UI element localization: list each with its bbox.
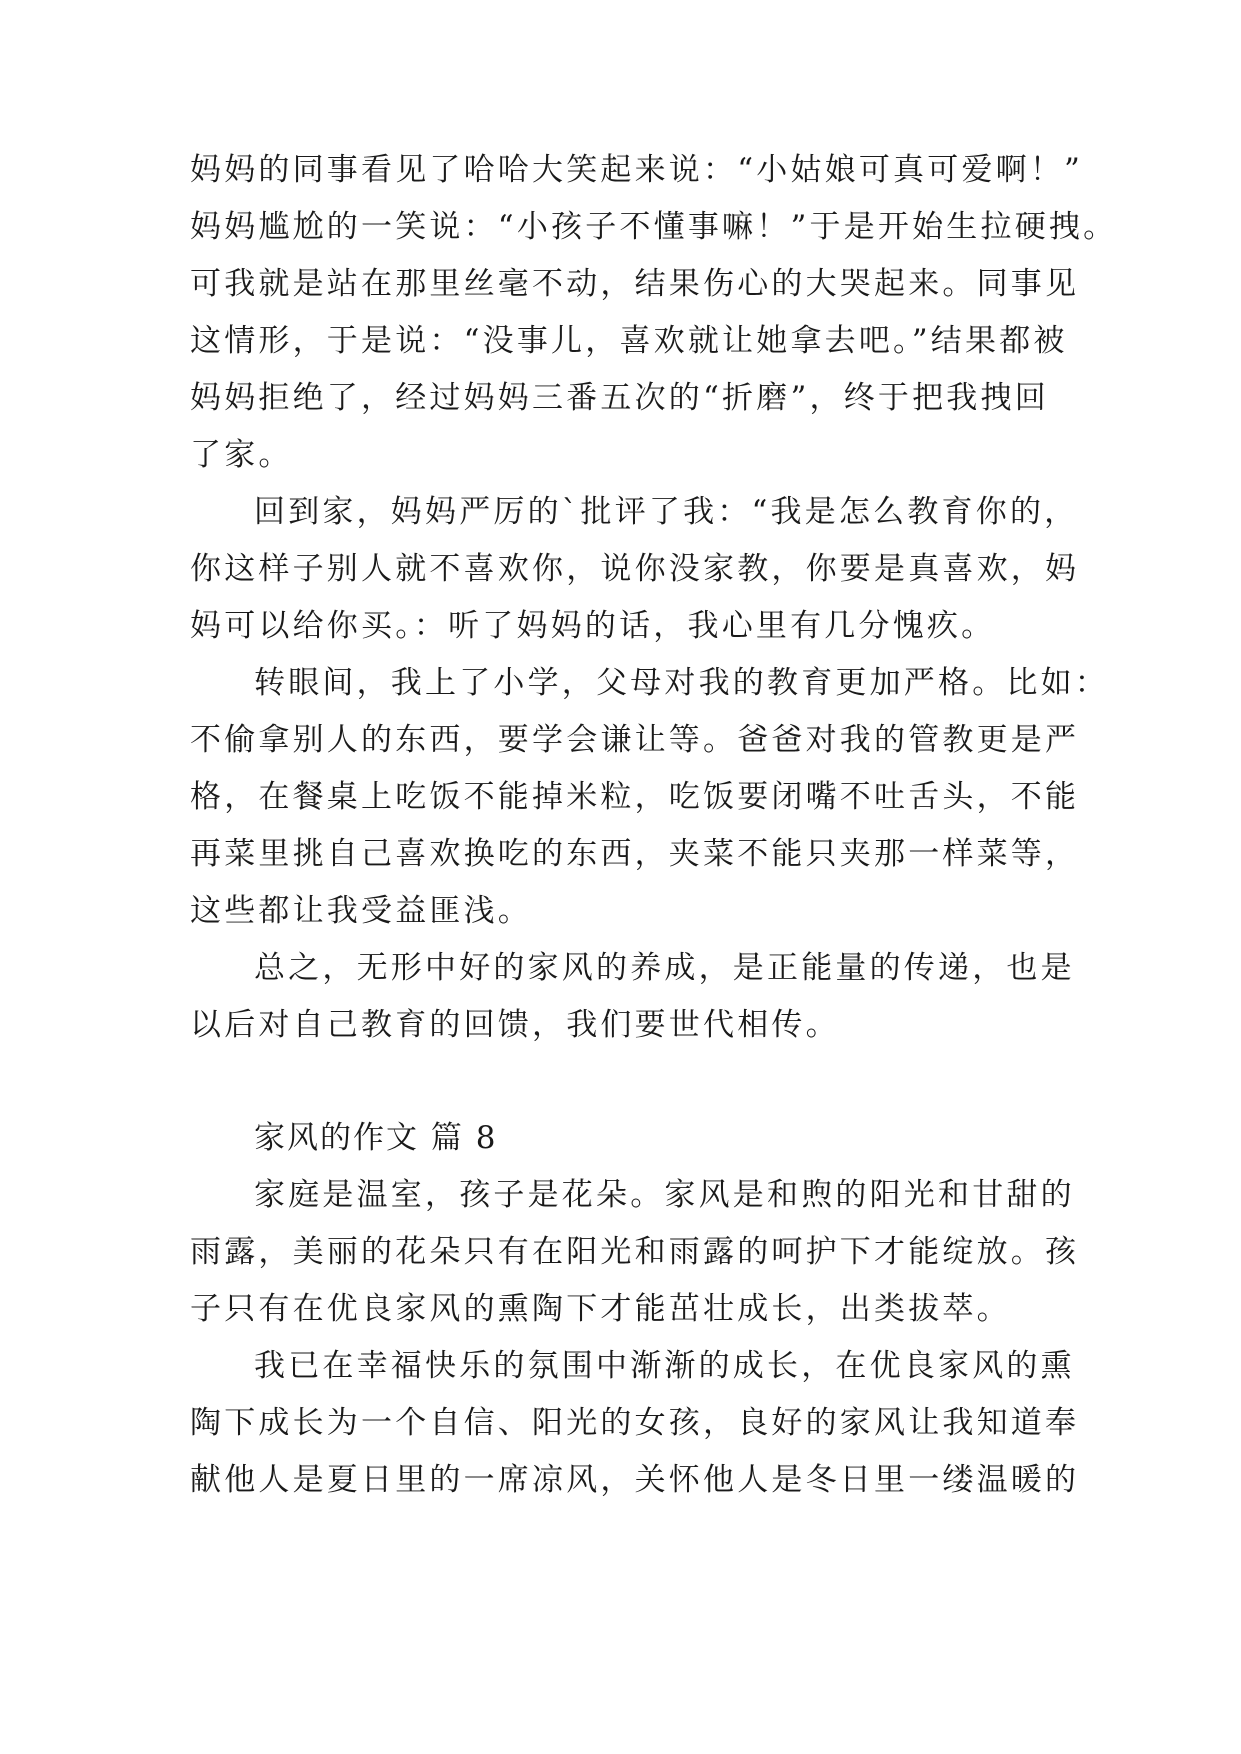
text-line: 格，在餐桌上吃饭不能掉米粒，吃饭要闭嘴不吐舌头，不能: [190, 779, 1080, 815]
text-line: 这情形，于是说：“没事儿，喜欢就让她拿去吧。”结果都被: [190, 323, 1068, 359]
section-heading: 家风的作文 篇 8: [254, 1120, 498, 1156]
text-line: 这些都让我受益匪浅。: [190, 893, 532, 929]
paragraph-start-line: 回到家，妈妈严厉的`批评了我：“我是怎么教育你的，: [254, 494, 1079, 530]
paragraph-start-line: 我已在幸福快乐的氛围中渐渐的成长，在优良家风的熏: [254, 1348, 1075, 1384]
text-line: 妈妈尴尬的一笑说：“小孩子不懂事嘛！”于是开始生拉硬拽。: [190, 209, 1118, 245]
text-line: 妈妈的同事看见了哈哈大笑起来说：“小姑娘可真可爱啊！”: [190, 152, 1084, 188]
paragraph-start-line: 转眼间，我上了小学，父母对我的教育更加严格。比如：: [254, 665, 1109, 701]
text-line: 妈妈拒绝了，经过妈妈三番五次的“折磨”，终于把我拽回: [190, 380, 1049, 416]
text-line: 陶下成长为一个自信、阳光的女孩，良好的家风让我知道奉: [190, 1405, 1080, 1441]
paragraph-start-line: 家庭是温室，孩子是花朵。家风是和煦的阳光和甘甜的: [254, 1177, 1075, 1213]
text-line: 雨露，美丽的花朵只有在阳光和雨露的呵护下才能绽放。孩: [190, 1234, 1080, 1270]
text-line: 可我就是站在那里丝毫不动，结果伤心的大哭起来。同事见: [190, 266, 1080, 302]
text-line: 妈可以给你买。：听了妈妈的话，我心里有几分愧疚。: [190, 608, 996, 644]
paragraph-start-line: 总之，无形中好的家风的养成，是正能量的传递，也是: [254, 950, 1075, 986]
text-line: 了家。: [190, 437, 293, 473]
text-line: 你这样子别人就不喜欢你，说你没家教，你要是真喜欢，妈: [190, 551, 1080, 587]
text-line: 献他人是夏日里的一席凉风，关怀他人是冬日里一缕温暖的: [190, 1462, 1080, 1498]
text-line: 不偷拿别人的东西，要学会谦让等。爸爸对我的管教更是严: [190, 722, 1080, 758]
text-line: 子只有在优良家风的熏陶下才能茁壮成长，出类拔萃。: [190, 1291, 1011, 1327]
text-line: 以后对自己教育的回馈，我们要世代相传。: [190, 1007, 840, 1043]
text-line: 再菜里挑自己喜欢换吃的东西，夹菜不能只夹那一样菜等，: [190, 836, 1080, 872]
